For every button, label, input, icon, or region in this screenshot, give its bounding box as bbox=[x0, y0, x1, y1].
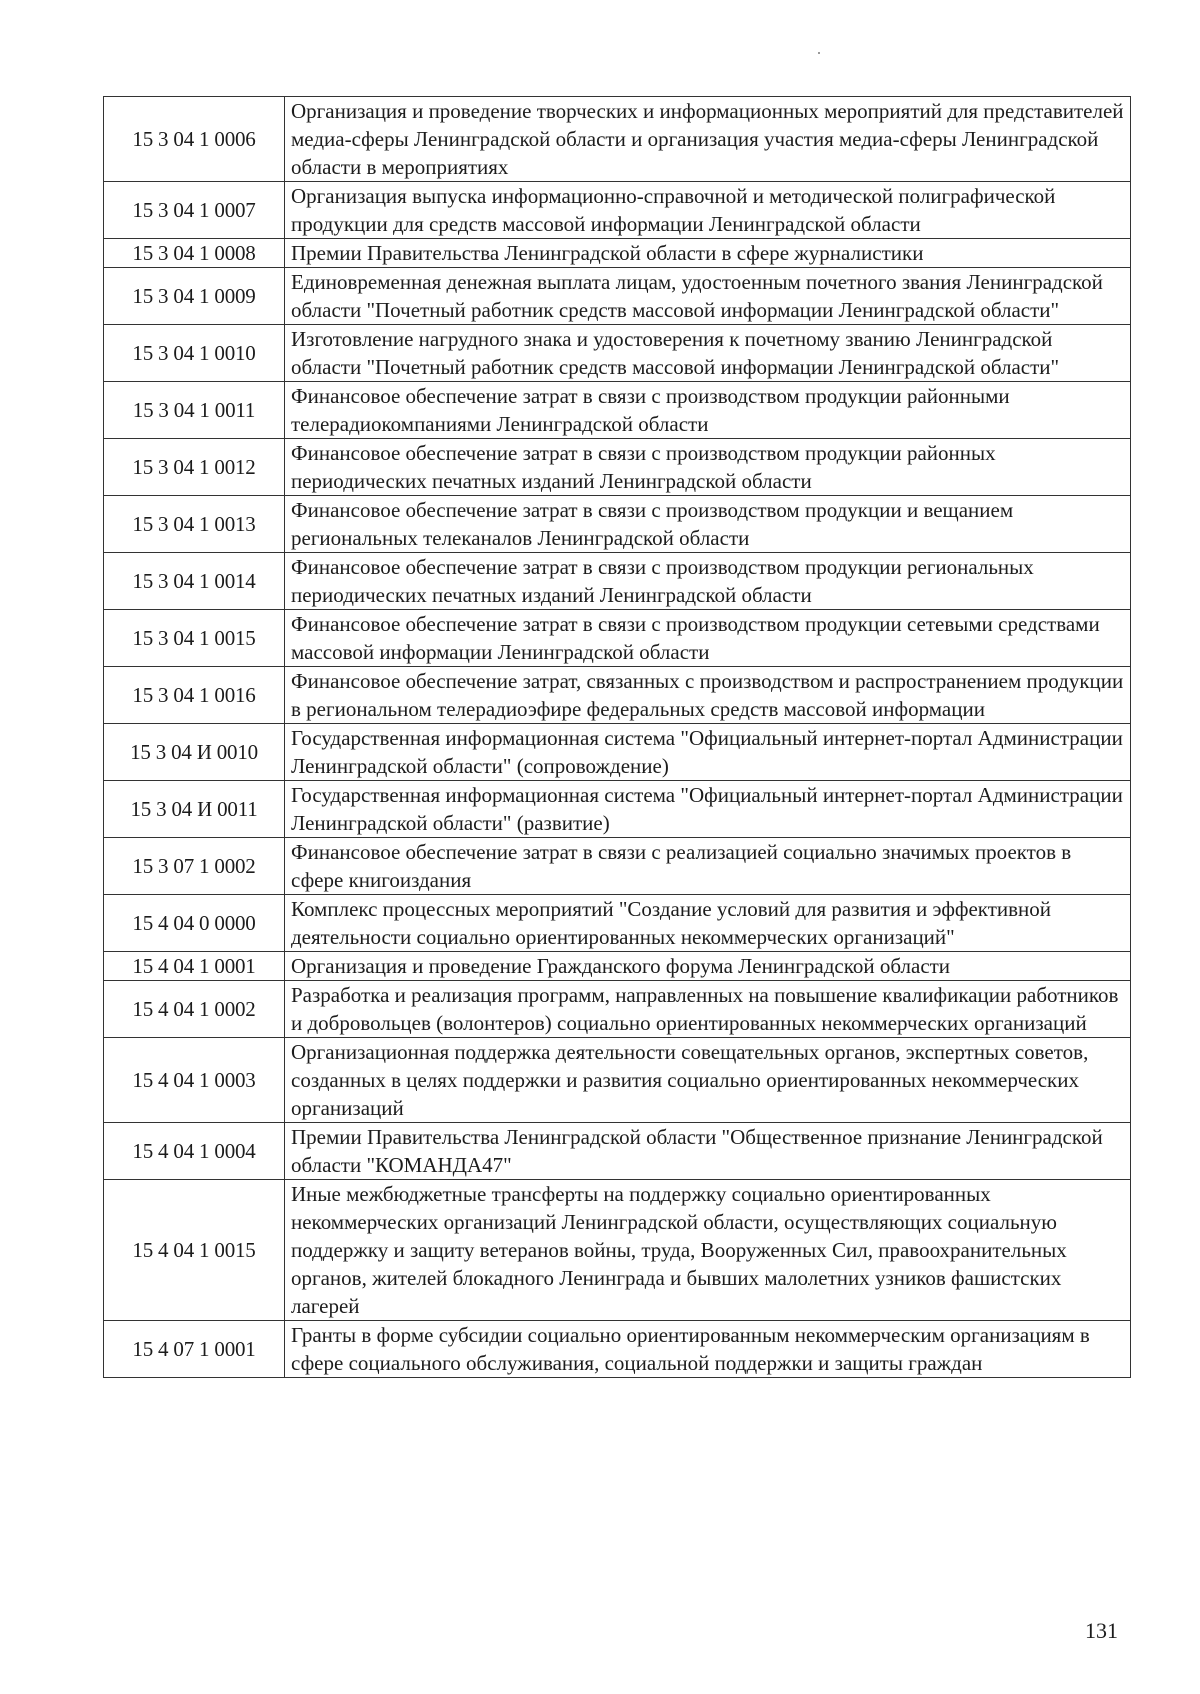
budget-code-cell: 15 3 04 И 0011 bbox=[104, 781, 285, 838]
description-cell: Финансовое обеспечение затрат в связи с производством продукции региональных периодических печатных изданий Ленинградской области bbox=[285, 553, 1131, 610]
budget-code-cell: 15 3 04 1 0010 bbox=[104, 325, 285, 382]
budget-code-cell: 15 4 04 1 0003 bbox=[104, 1038, 285, 1123]
budget-code-cell: 15 4 07 1 0001 bbox=[104, 1321, 285, 1378]
budget-code-table bbox=[103, 96, 1131, 1378]
budget-code-cell: 15 4 04 1 0004 bbox=[104, 1123, 285, 1180]
budget-code-cell: 15 4 04 1 0001 bbox=[104, 952, 285, 981]
table-row bbox=[104, 553, 1131, 610]
budget-code-cell: 15 3 04 1 0011 bbox=[104, 382, 285, 439]
table-row bbox=[104, 1180, 1131, 1321]
budget-code-cell: 15 3 04 1 0008 bbox=[104, 239, 285, 268]
description-cell: Иные межбюджетные трансферты на поддержку социально ориентированных некоммерческих организаций Ленинградской области, осуществляющих социальную поддержку и защиту ветеранов войны, труда, Вооруженных Сил, правоохранительных органов, жителей блокадного Ленинграда и бывших малолетних узников фашистских лагерей bbox=[285, 1180, 1131, 1321]
table-row bbox=[104, 895, 1131, 952]
table-row bbox=[104, 667, 1131, 724]
table-row bbox=[104, 97, 1131, 182]
table-body bbox=[104, 97, 1131, 1378]
description-cell: Организация и проведение Гражданского форума Ленинградской области bbox=[285, 952, 1131, 981]
budget-code-cell: 15 3 04 1 0016 bbox=[104, 667, 285, 724]
budget-code-cell: 15 4 04 1 0002 bbox=[104, 981, 285, 1038]
table-row bbox=[104, 1321, 1131, 1378]
table-row bbox=[104, 239, 1131, 268]
table-row bbox=[104, 981, 1131, 1038]
description-cell: Разработка и реализация программ, направленных на повышение квалификации работников и добровольцев (волонтеров) социально ориентированных некоммерческих организаций bbox=[285, 981, 1131, 1038]
table-row bbox=[104, 838, 1131, 895]
budget-code-cell: 15 3 04 1 0009 bbox=[104, 268, 285, 325]
table-row bbox=[104, 724, 1131, 781]
description-cell: Государственная информационная система "Официальный интернет-портал Администрации Ленинградской области" (развитие) bbox=[285, 781, 1131, 838]
table-row bbox=[104, 439, 1131, 496]
table-row bbox=[104, 496, 1131, 553]
description-cell: Финансовое обеспечение затрат в связи с производством продукции районными телерадиокомпаниями Ленинградской области bbox=[285, 382, 1131, 439]
description-cell: Финансовое обеспечение затрат в связи с производством продукции сетевыми средствами массовой информации Ленинградской области bbox=[285, 610, 1131, 667]
table-row bbox=[104, 1038, 1131, 1123]
table-row bbox=[104, 1123, 1131, 1180]
budget-code-cell: 15 3 04 1 0015 bbox=[104, 610, 285, 667]
description-cell: Организация и проведение творческих и информационных мероприятий для представителей медиа-сферы Ленинградской области и организация участия медиа-сферы Ленинградской области в мероприятиях bbox=[285, 97, 1131, 182]
description-cell: Финансовое обеспечение затрат в связи с производством продукции районных периодических печатных изданий Ленинградской области bbox=[285, 439, 1131, 496]
budget-code-cell: 15 3 04 И 0010 bbox=[104, 724, 285, 781]
description-cell: Финансовое обеспечение затрат в связи с реализацией социально значимых проектов в сфере книгоиздания bbox=[285, 838, 1131, 895]
table-row bbox=[104, 382, 1131, 439]
budget-code-cell: 15 3 04 1 0007 bbox=[104, 182, 285, 239]
description-cell: Финансовое обеспечение затрат, связанных с производством и распространением продукции в региональном телерадиоэфире федеральных средств массовой информации bbox=[285, 667, 1131, 724]
table-row bbox=[104, 325, 1131, 382]
budget-code-cell: 15 3 04 1 0013 bbox=[104, 496, 285, 553]
budget-code-cell: 15 3 07 1 0002 bbox=[104, 838, 285, 895]
table-row bbox=[104, 268, 1131, 325]
description-cell: Гранты в форме субсидии социально ориентированным некоммерческим организациям в сфере социального обслуживания, социальной поддержки и защиты граждан bbox=[285, 1321, 1131, 1378]
description-cell: Единовременная денежная выплата лицам, удостоенным почетного звания Ленинградской области "Почетный работник средств массовой информации Ленинградской области" bbox=[285, 268, 1131, 325]
page-number: 131 bbox=[1085, 1618, 1118, 1643]
table-row bbox=[104, 182, 1131, 239]
scan-speck bbox=[818, 52, 820, 54]
budget-code-cell: 15 3 04 1 0012 bbox=[104, 439, 285, 496]
budget-code-cell: 15 3 04 1 0014 bbox=[104, 553, 285, 610]
description-cell: Организационная поддержка деятельности совещательных органов, экспертных советов, созданных в целях поддержки и развития социально ориентированных некоммерческих организаций bbox=[285, 1038, 1131, 1123]
description-cell: Государственная информационная система "Официальный интернет-портал Администрации Ленинградской области" (сопровождение) bbox=[285, 724, 1131, 781]
table-row bbox=[104, 952, 1131, 981]
budget-code-cell: 15 3 04 1 0006 bbox=[104, 97, 285, 182]
table-row bbox=[104, 781, 1131, 838]
description-cell: Финансовое обеспечение затрат в связи с производством продукции и вещанием региональных телеканалов Ленинградской области bbox=[285, 496, 1131, 553]
description-cell: Изготовление нагрудного знака и удостоверения к почетному званию Ленинградской области "Почетный работник средств массовой информации Ленинградской области" bbox=[285, 325, 1131, 382]
budget-code-cell: 15 4 04 1 0015 bbox=[104, 1180, 285, 1321]
description-cell: Премии Правительства Ленинградской области в сфере журналистики bbox=[285, 239, 1131, 268]
description-cell: Комплекс процессных мероприятий "Создание условий для развития и эффективной деятельности социально ориентированных некоммерческих организаций" bbox=[285, 895, 1131, 952]
budget-code-cell: 15 4 04 0 0000 bbox=[104, 895, 285, 952]
table-row bbox=[104, 610, 1131, 667]
description-cell: Организация выпуска информационно-справочной и методической полиграфической продукции для средств массовой информации Ленинградской области bbox=[285, 182, 1131, 239]
description-cell: Премии Правительства Ленинградской области "Общественное признание Ленинградской области "КОМАНДА47" bbox=[285, 1123, 1131, 1180]
